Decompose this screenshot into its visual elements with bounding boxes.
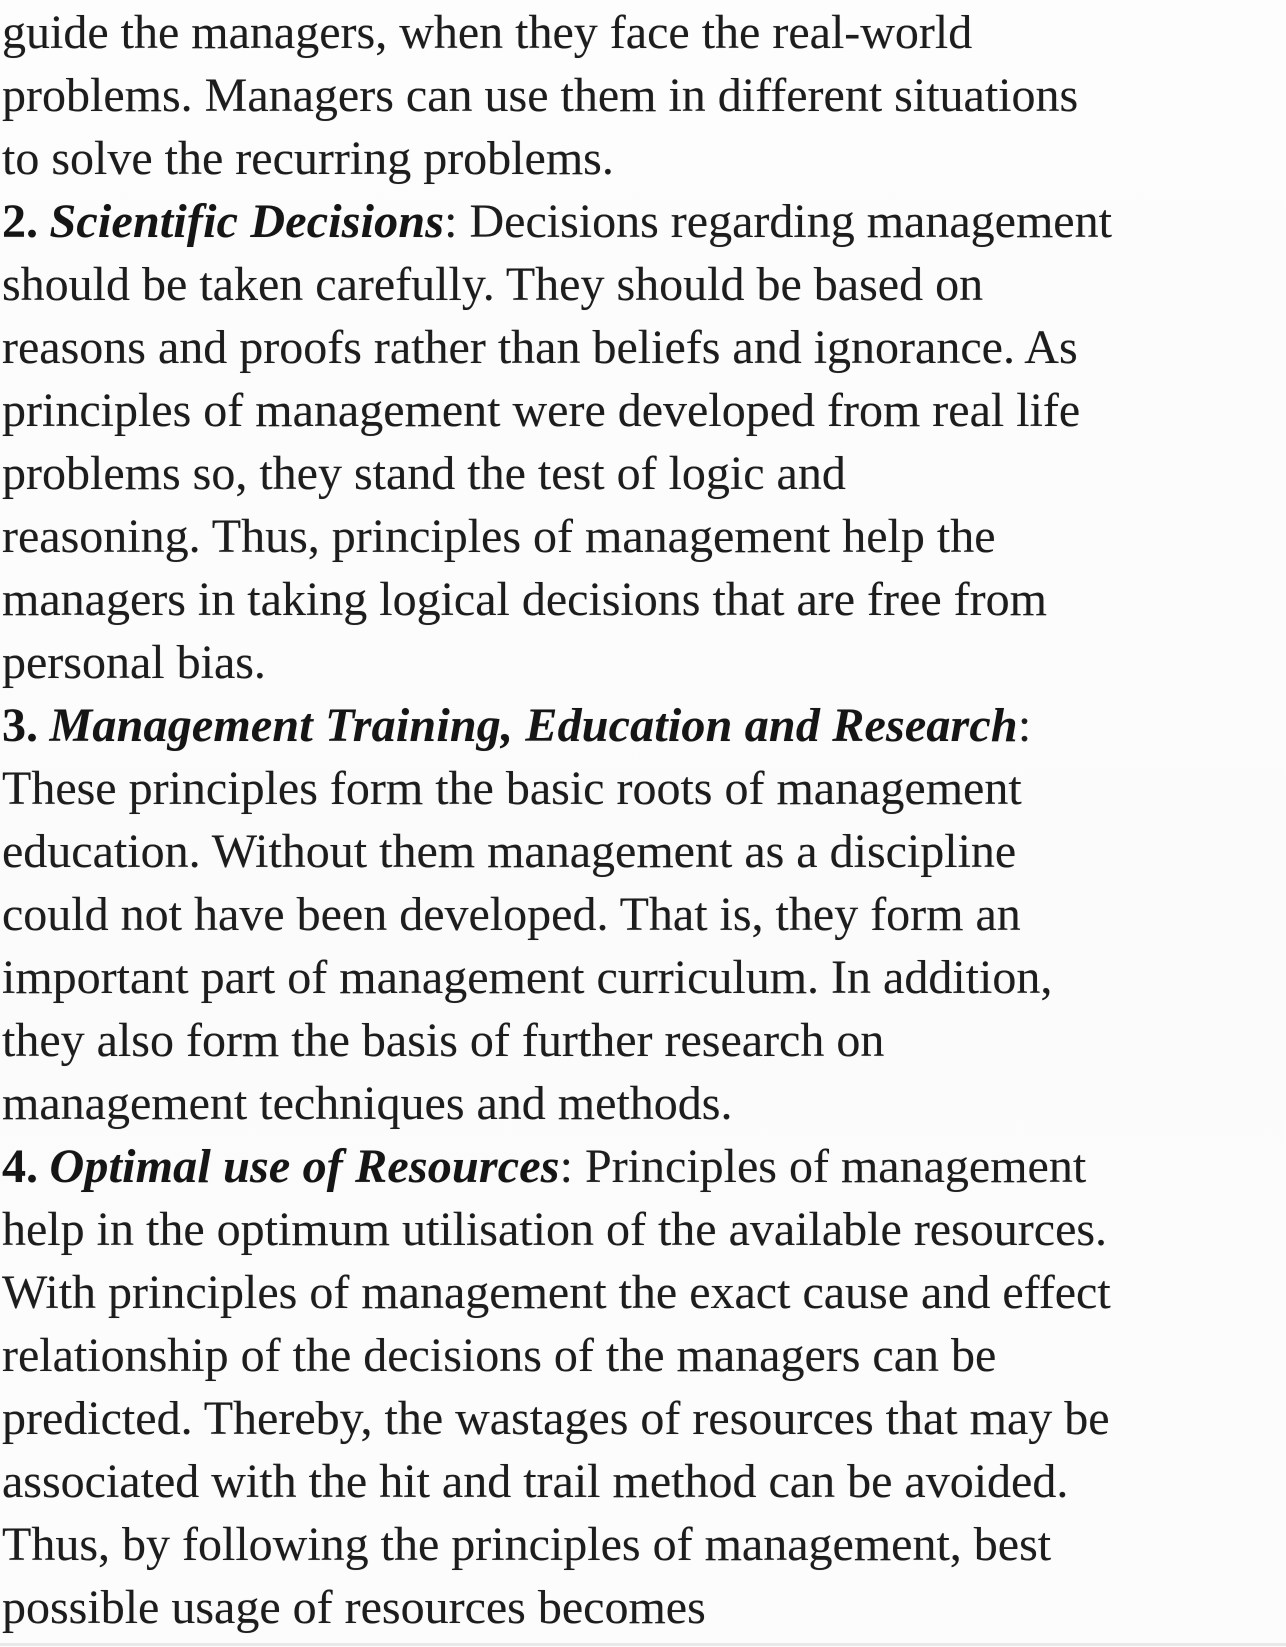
scan-edge-artifact (0, 1643, 1286, 1646)
line-text: With principles of management the exact cause and effect (2, 1266, 1111, 1319)
text-line (2, 883, 1286, 946)
list-item-number: 3. (2, 699, 38, 752)
text-line (2, 127, 1286, 190)
line-text: to solve the recurring problems. (2, 132, 614, 185)
text-line (2, 1072, 1286, 1135)
text-line (2, 1513, 1286, 1576)
text-line (2, 1450, 1286, 1513)
list-item-title: Optimal use of Resources (49, 1140, 560, 1193)
text-line (2, 946, 1286, 1009)
text-line-heading-3 (2, 694, 1286, 757)
line-text: relationship of the decisions of the managers can be (2, 1329, 997, 1382)
text-line (2, 1387, 1286, 1450)
text-line (2, 1009, 1286, 1072)
text-line (2, 820, 1286, 883)
line-text: important part of management curriculum. In addition, (2, 951, 1053, 1004)
text-line (2, 316, 1286, 379)
line-text: managers in taking logical decisions that are free from (2, 573, 1047, 626)
line-text: These principles form the basic roots of management (2, 762, 1022, 815)
line-text: : Principles of management (559, 1140, 1087, 1193)
line-text: should be taken carefully. They should be based on (2, 258, 984, 311)
text-line (2, 505, 1286, 568)
text-line (2, 379, 1286, 442)
text-line (2, 757, 1286, 820)
line-text: help in the optimum utilisation of the available resources. (2, 1203, 1108, 1256)
line-text: possible usage of resources becomes (2, 1581, 706, 1634)
line-text: predicted. Thereby, the wastages of resources that may be (2, 1392, 1110, 1445)
line-text: they also form the basis of further research on (2, 1014, 885, 1067)
line-text: guide the managers, when they face the real-world (2, 6, 973, 59)
text-line (2, 568, 1286, 631)
list-item-number: 2. (2, 195, 38, 248)
text-line (2, 1324, 1286, 1387)
line-text: reasoning. Thus, principles of management help the (2, 510, 996, 563)
line-text: : Decisions regarding management (444, 195, 1112, 248)
text-line (2, 442, 1286, 505)
line-text: associated with the hit and trail method can be avoided. (2, 1455, 1069, 1508)
line-text: personal bias. (2, 636, 266, 689)
line-text: could not have been developed. That is, they form an (2, 888, 1021, 941)
line-text: : (1017, 699, 1032, 752)
text-line (2, 631, 1286, 694)
text-line (2, 1576, 1286, 1639)
line-text: education. Without them management as a discipline (2, 825, 1017, 878)
text-line (2, 64, 1286, 127)
list-item-title: Management Training, Education and Research (49, 699, 1018, 752)
line-text: problems so, they stand the test of logic and (2, 447, 846, 500)
line-text: problems. Managers can use them in different situations (2, 69, 1079, 122)
line-text: principles of management were developed from real life (2, 384, 1081, 437)
text-line (2, 1, 1286, 64)
text-line (2, 253, 1286, 316)
text-line (2, 1198, 1286, 1261)
text-line-heading-4 (2, 1135, 1286, 1198)
page-text-block (2, 1, 1286, 1639)
text-line (2, 1261, 1286, 1324)
list-item-number: 4. (2, 1140, 38, 1193)
line-text: Thus, by following the principles of management, best (2, 1518, 1052, 1571)
text-line-heading-2 (2, 190, 1286, 253)
list-item-title: Scientific Decisions (49, 195, 445, 248)
line-text: management techniques and methods. (2, 1077, 733, 1130)
line-text: reasons and proofs rather than beliefs and ignorance. As (2, 321, 1078, 374)
